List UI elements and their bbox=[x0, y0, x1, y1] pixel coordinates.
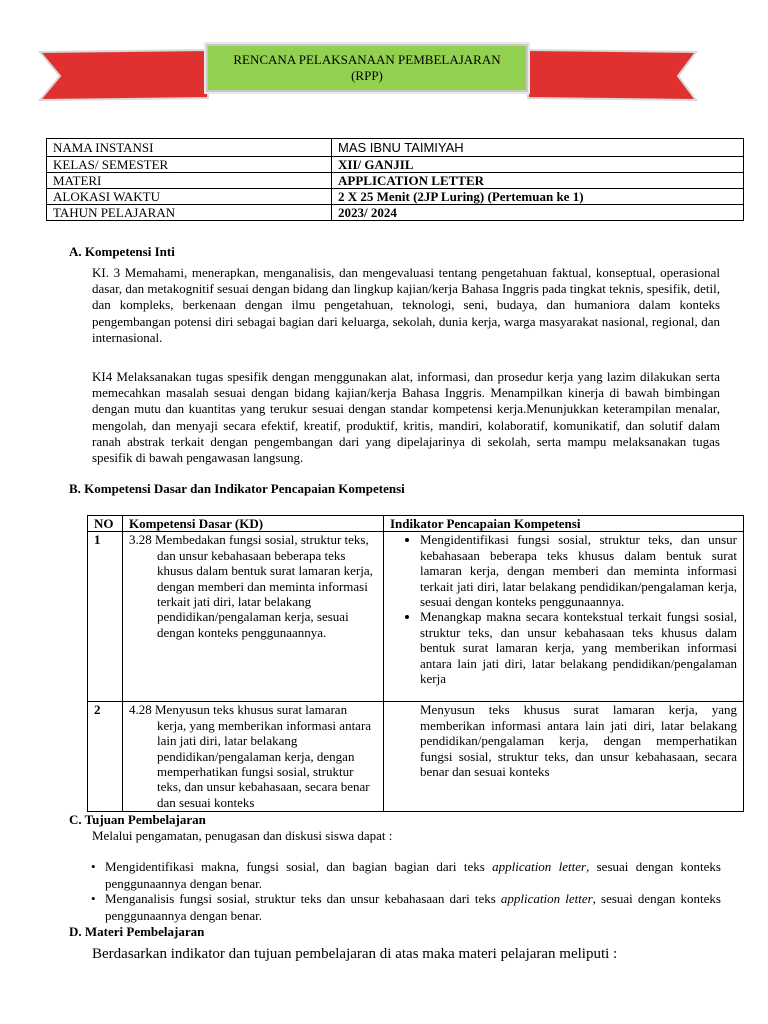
table-row bbox=[47, 173, 744, 189]
table-row bbox=[47, 157, 744, 173]
info-label: NAMA INSTANSI bbox=[47, 139, 332, 157]
list-item: • Mengidentifikasi fungsi sosial, struktur teks, dan unsur kebahasaan beberapa teks khusus dalam bentuk surat lamaran kerja, dengan memberi dan meminta informasi terkait jati diri, latar belakang pendidikan/pengalaman kerja, sesuai dengan konteks penggunaannya. bbox=[420, 532, 737, 609]
identity-table bbox=[46, 138, 744, 221]
item-text-end: , sesuai dengan konteks penggunaannya dengan benar. bbox=[105, 859, 721, 891]
title-line-2: (RPP) bbox=[351, 68, 383, 83]
item-text: Menganalisis fungsi sosial, struktur teks dan unsur kebahasaan dari teks bbox=[105, 891, 501, 906]
row-number: 1 bbox=[88, 532, 123, 702]
table-row bbox=[88, 702, 744, 812]
info-label: MATERI bbox=[47, 173, 332, 189]
info-value: MAS IBNU TAIMIYAH bbox=[332, 139, 744, 157]
column-header-no: NO bbox=[88, 516, 123, 532]
info-label: KELAS/ SEMESTER bbox=[47, 157, 332, 173]
info-label: TAHUN PELAJARAN bbox=[47, 205, 332, 221]
section-a-heading: A. Kompetensi Inti bbox=[69, 244, 175, 259]
indicator-text: Menyusun teks khusus surat lamaran kerja, yang memberikan informasi antara lain jati diri, latar belakang pendidikan/pengalaman kerja, dengan memperhatikan fungsi sosial, struktur teks, dan unsur kebahasaan, secara benar dan sesuai konteks bbox=[420, 702, 737, 780]
indicator-item bbox=[390, 702, 737, 779]
table-row bbox=[47, 205, 744, 221]
table-row bbox=[47, 139, 744, 157]
indicator-cell bbox=[384, 532, 744, 702]
item-italic-term: application letter bbox=[500, 891, 593, 906]
row-number: 2 bbox=[88, 702, 123, 812]
section-d-heading: D. Materi Pembelajaran bbox=[69, 924, 205, 939]
list-item bbox=[91, 859, 721, 892]
kd-cell bbox=[123, 532, 384, 702]
info-value: 2023/ 2024 bbox=[332, 205, 744, 221]
list-item bbox=[91, 891, 721, 924]
table-header-row bbox=[88, 516, 744, 532]
ki3-paragraph: KI. 3 Memahami, menerapkan, menganalisis, dan mengevaluasi tentang pengetahuan faktual, konseptual, operasional dasar, dan metakognitif sesuai dengan bidang dan lingkup kajian/kerja Bahasa Inggris pada tingkat teknis, spesifik, detil, dan kompleks, berkenaan dengan ilmu pengetahuan, teknologi, seni, budaya, dan humaniora dalam konteks pengembangan potensi diri sebagai bagian dari keluarga, sekolah, dunia kerja, warga masyarakat nasional, regional, dan internasional. bbox=[92, 265, 721, 345]
document-title bbox=[206, 44, 528, 92]
ki4-paragraph: KI4 Melaksanakan tugas spesifik dengan menggunakan alat, informasi, dan prosedur kerja yang lazim dilakukan serta memecahkan masalah sesuai dengan bidang kajian/kerja Bahasa Inggris. Menampilkan kinerja di bawah bimbingan dengan mutu dan kuantitas yang terukur sesuai dengan standar kompetensi kerja.Menunjukkan keterampilan menalar, mengolah, dan menyaji secara efektif, kreatif, produktif, kritis, mandiri, kolaboratif, komunikatif, dan solutif dalam ranah abstrak terkait dengan pengembangan dari yang dipelajarinya di sekolah, serta mampu melaksanakan tugas spesifik di bawah pengawasan langsung. bbox=[92, 369, 720, 466]
indicator-cell bbox=[384, 702, 744, 812]
title-line-1: RENCANA PELAKSANAAN PEMBELAJARAN bbox=[233, 52, 501, 67]
list-item: • Menangkap makna secara kontekstual terkait fungsi sosial, struktur teks, dan unsur kebahasaan teks khusus dalam bentuk surat lamaran kerja, yang memberikan informasi antara lain jati diri, latar belakang pendidikan/pengalaman kerja bbox=[420, 609, 737, 686]
table-row bbox=[88, 532, 744, 702]
section-d-intro: Berdasarkan indikator dan tujuan pembelajaran di atas maka materi pelajaran meliputi : bbox=[92, 946, 618, 962]
item-text: Mengidentifikasi makna, fungsi sosial, dan bagian bagian dari teks bbox=[105, 859, 493, 874]
column-header-ipk: Indikator Pencapaian Kompetensi bbox=[384, 516, 744, 532]
kd-table bbox=[87, 515, 744, 812]
section-c-intro: Melalui pengamatan, penugasan dan diskusi siswa dapat : bbox=[92, 828, 393, 843]
kd-text: 3.28 Membedakan fungsi sosial, struktur teks, dan unsur kebahasaan beberapa teks khusus dalam bentuk surat lamaran kerja, dengan memberi dan meminta informasi terkait jati diri, latar belakang pendidikan/pengalaman kerja, sesuai dengan konteks penggunaannya. bbox=[129, 532, 373, 640]
item-italic-term: application letter bbox=[492, 859, 587, 874]
info-value: 2 X 25 Menit (2JP Luring) (Pertemuan ke 1) bbox=[332, 189, 744, 205]
indicator-list bbox=[390, 532, 737, 686]
info-value: APPLICATION LETTER bbox=[332, 173, 744, 189]
section-b-heading: B. Kompetensi Dasar dan Indikator Pencapaian Kompetensi bbox=[69, 481, 405, 496]
column-header-kd: Kompetensi Dasar (KD) bbox=[123, 516, 384, 532]
kd-text: 4.28 Menyusun teks khusus surat lamaran kerja, yang memberikan informasi antara lain jati diri, latar belakang pendidikan/pengalaman kerja, dengan memperhatikan fungsi sosial, struktur teks, dan unsur kebahasaan, secara benar dan sesuai konteks bbox=[129, 702, 372, 810]
bullet-icon: • bbox=[91, 859, 96, 874]
info-label: ALOKASI WAKTU bbox=[47, 189, 332, 205]
item-text-end: , sesuai dengan konteks penggunaannya dengan benar. bbox=[105, 891, 721, 923]
bullet-icon: • bbox=[91, 891, 96, 906]
table-row bbox=[47, 189, 744, 205]
section-c-heading: C. Tujuan Pembelajaran bbox=[69, 812, 206, 827]
kd-cell bbox=[123, 702, 384, 812]
info-value: XII/ GANJIL bbox=[332, 157, 744, 173]
